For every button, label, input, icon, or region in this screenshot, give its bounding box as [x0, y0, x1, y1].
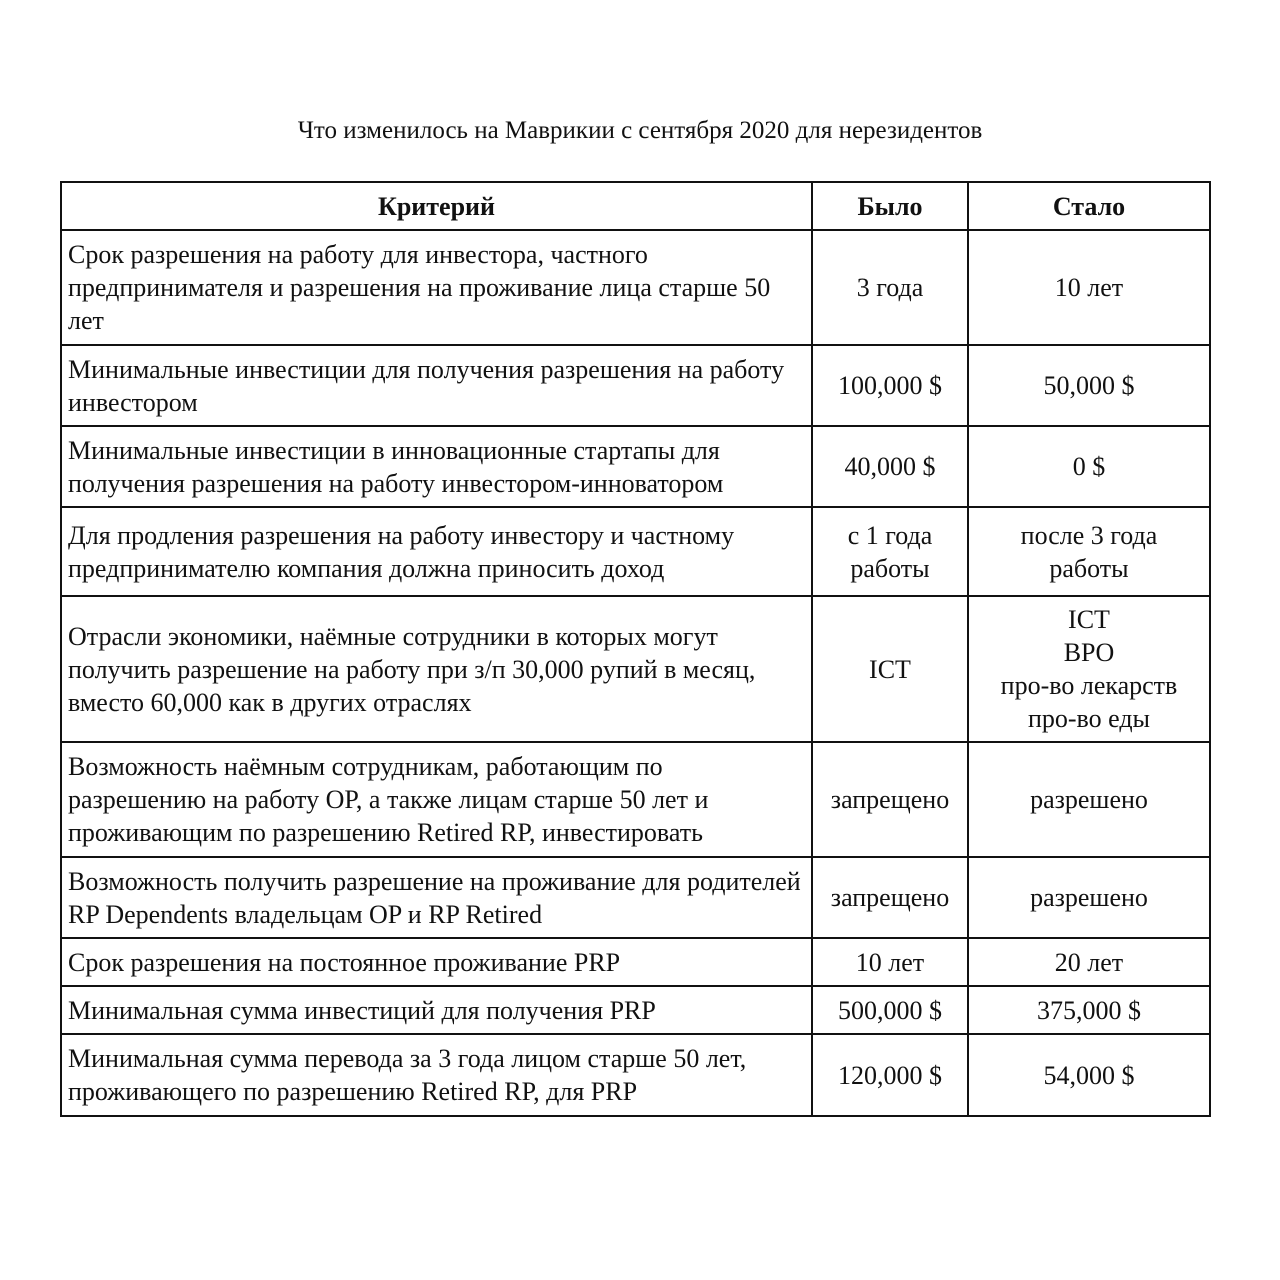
after-cell	[968, 426, 1210, 507]
after-cell	[968, 742, 1210, 857]
criterion-cell: Минимальная сумма перевода за 3 года лицом старше 50 лет, проживающего по разрешению Retired RP, для PRP	[61, 1034, 812, 1116]
after-cell	[968, 857, 1210, 938]
before-value: работы	[850, 553, 930, 583]
after-value: 54,000 $	[1043, 1060, 1135, 1090]
before-value: ICT	[869, 654, 911, 684]
after-cell	[968, 345, 1210, 426]
after-value: ICT	[1068, 605, 1110, 634]
before-value: 3 года	[856, 273, 924, 302]
criterion-cell: Минимальные инвестиции для получения разрешения на работу инвестором	[61, 345, 812, 426]
after-value: работы	[1049, 553, 1129, 583]
criterion-cell: Срок разрешения на постоянное проживание PRP	[61, 938, 812, 986]
table-row	[61, 742, 1210, 857]
after-value: разрешено	[1030, 785, 1148, 814]
criterion-cell: Минимальная сумма инвестиций для получения PRP	[61, 986, 812, 1034]
after-value: после 3 года	[1020, 520, 1158, 550]
header-after: Стало	[968, 182, 1210, 230]
after-value: BPO	[1063, 638, 1115, 667]
table-header-row	[61, 182, 1210, 230]
after-cell	[968, 986, 1210, 1034]
comparison-table	[60, 181, 1211, 1117]
before-cell	[812, 1034, 968, 1116]
after-value: разрешено	[1030, 883, 1148, 912]
table-row	[61, 1034, 1210, 1116]
before-cell	[812, 426, 968, 507]
after-value: 50,000 $	[1043, 371, 1135, 400]
before-value: запрещено	[830, 883, 950, 912]
before-cell	[812, 230, 968, 345]
criterion-cell: Отрасли экономики, наёмные сотрудники в которых могут получить разрешение на работу при з/п 30,000 рупий в месяц, вместо 60,000 как в других отраслях	[61, 596, 812, 742]
document-title: Что изменилось на Маврикии с сентября 2020 для нерезидентов	[297, 117, 983, 144]
table-row	[61, 230, 1210, 345]
before-value: запрещено	[830, 785, 950, 814]
table-row	[61, 426, 1210, 507]
after-value: 0 $	[1072, 452, 1106, 481]
before-cell	[812, 345, 968, 426]
before-cell	[812, 742, 968, 857]
after-value: про-во лекарств	[1000, 671, 1178, 700]
before-cell	[812, 507, 968, 596]
table-row	[61, 507, 1210, 596]
before-value: с 1 года	[847, 520, 933, 550]
after-cell	[968, 230, 1210, 345]
before-value: 500,000 $	[838, 995, 942, 1025]
before-value: 100,000 $	[838, 371, 942, 400]
before-value: 10 лет	[855, 947, 925, 977]
table-row	[61, 596, 1210, 742]
after-value: 20 лет	[1054, 947, 1124, 977]
before-cell	[812, 857, 968, 938]
before-cell	[812, 596, 968, 742]
criterion-cell: Срок разрешения на работу для инвестора, частного предпринимателя и разрешения на проживание лица старше 50 лет	[61, 230, 812, 345]
criterion-cell: Возможность наёмным сотрудникам, работающим по разрешению на работу OP, а также лицам старше 50 лет и проживающим по разрешению Retired RP, инвестировать	[61, 742, 812, 857]
criterion-cell: Возможность получить разрешение на проживание для родителей RP Dependents владельцам OP и RP Retired	[61, 857, 812, 938]
after-value: 10 лет	[1054, 273, 1124, 302]
table-row	[61, 345, 1210, 426]
after-value: про-во еды	[1027, 704, 1151, 733]
before-value: 120,000 $	[838, 1060, 942, 1090]
before-cell	[812, 986, 968, 1034]
before-cell	[812, 938, 968, 986]
after-cell	[968, 938, 1210, 986]
before-value: 40,000 $	[844, 452, 936, 481]
table-row	[61, 857, 1210, 938]
header-criterion: Критерий	[61, 182, 812, 230]
table-row	[61, 986, 1210, 1034]
after-cell	[968, 596, 1210, 742]
after-cell	[968, 1034, 1210, 1116]
criterion-cell: Для продления разрешения на работу инвестору и частному предпринимателю компания должна приносить доход	[61, 507, 812, 596]
header-before: Было	[812, 182, 968, 230]
after-cell	[968, 507, 1210, 596]
after-value: 375,000 $	[1037, 995, 1141, 1025]
table-row	[61, 938, 1210, 986]
criterion-cell: Минимальные инвестиции в инновационные стартапы для получения разрешения на работу инвестором-инноватором	[61, 426, 812, 507]
